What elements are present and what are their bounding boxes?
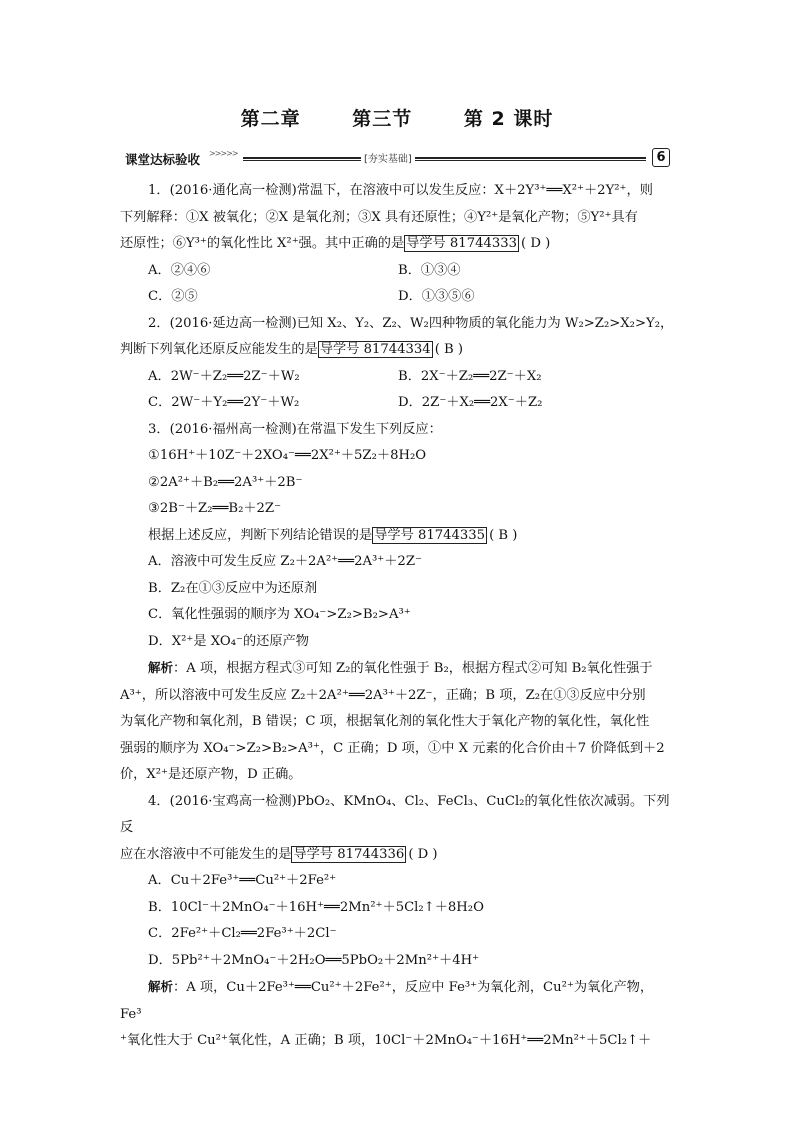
q2-options-ab xyxy=(120,364,674,391)
q1-options-ab xyxy=(120,258,674,285)
q2-option-d: D．2Z⁻＋X₂══2X⁻＋Z₂ xyxy=(398,395,543,410)
q4-answer: ( D ) xyxy=(408,846,438,862)
q3-explanation-text: ：A 项，根据方程式③可知 Z₂的氧化性强于 B₂，根据方程式②可知 B₂氧化性强于 xyxy=(173,661,653,676)
q3-option-a: A．溶液中可发生反应 Z₂＋2A²⁺══2A³⁺＋2Z⁻ xyxy=(148,554,422,569)
q4-explanation-text: ：A 项，Cu＋2Fe³⁺══Cu²⁺＋2Fe²⁺，反应中 Fe³⁺为氧化剂，Cu²⁺为氧化产物，Fe³ xyxy=(120,980,654,1022)
section-banner xyxy=(125,148,670,170)
q1-code: 导学号 81744333 xyxy=(406,236,518,251)
q3-option-b: B．Z₂在①③反应中为还原剂 xyxy=(148,580,318,596)
q3-reaction-3: ③2B⁻＋Z₂══B₂＋2Z⁻ xyxy=(148,501,282,516)
q1-option-c: C．②⑤ xyxy=(148,289,198,304)
q3-reaction-2: ②2A²⁺＋B₂══2A³⁺＋2B⁻ xyxy=(148,474,303,490)
q4-option-a: A．Cu＋2Fe³⁺══Cu²⁺＋2Fe²⁺ xyxy=(148,873,337,888)
q3-explanation-5: 价，X²⁺是还原产物，D 正确。 xyxy=(120,767,302,782)
q3-reaction-1: ①16H⁺＋10Z⁻＋2XO₄⁻══2X²⁺＋5Z₂＋8H₂O xyxy=(148,448,427,463)
page-title xyxy=(0,104,794,131)
q4-code: 导学号 81744336 xyxy=(293,846,405,862)
q3-line2 xyxy=(120,523,674,550)
q1-stem-end: 还原性；⑥Y³⁺的氧化性比 X²⁺强。其中正确的是 xyxy=(120,236,405,251)
q3-explanation-3: 为氧化产物和氧化剂，B 错误；C 项，根据氧化剂的氧化性大于氧化产物的氧化性，氧化性 xyxy=(120,714,650,729)
q2-option-b: B．2X⁻＋Z₂══2Z⁻＋X₂ xyxy=(398,368,542,384)
banner-arrows: >>>>> xyxy=(209,149,238,158)
banner-rule xyxy=(243,157,646,159)
q3-stem-end: 根据上述反应，判断下列结论错误的是 xyxy=(148,527,373,543)
q4-option-c: C．2Fe²⁺＋Cl₂══2Fe³⁺＋2Cl⁻ xyxy=(148,926,337,941)
q1-option-b: B．①③④ xyxy=(398,262,461,278)
q3-answer: ( B ) xyxy=(489,527,518,543)
lesson-title: 第 2 课时 xyxy=(463,108,554,130)
banner-label: 课堂达标验收 xyxy=(125,152,201,167)
q2-option-c: C．2W⁻＋Y₂══2Y⁻＋W₂ xyxy=(148,395,300,410)
q3-option-d: D．X²⁺是 XO₄⁻的还原产物 xyxy=(148,633,309,649)
q3-explanation-4: 强弱的顺序为 XO₄⁻>Z₂>B₂>A³⁺，C 正确；D 项，①中 X 元素的化合价由＋7 价降低到＋2 xyxy=(120,740,665,756)
q2-line1: 2．(2016·延边高一检测)已知 X₂、Y₂、Z₂、W₂四种物质的氧化能力为 W₂>Z₂>X₂>Y₂， xyxy=(148,315,674,331)
banner-tag: [夯实基础] xyxy=(361,150,415,165)
q3-explanation-label: 解析 xyxy=(148,660,174,675)
q3-explanation-1 xyxy=(120,655,674,683)
q1-line1: 1．(2016·通化高一检测)常温下，在溶液中可以发生反应：X＋2Y³⁺══X²⁺＋2Y²⁺，则 xyxy=(148,183,653,198)
q2-code: 导学号 81744334 xyxy=(319,342,431,357)
q1-line3 xyxy=(120,231,674,258)
chapter-title: 第二章 xyxy=(240,108,301,130)
q1-options-cd xyxy=(120,284,674,311)
q4-explanation-label: 解析 xyxy=(148,979,174,994)
q4-explanation-2: ⁺氧化性大于 Cu²⁺氧化性，A 正确；B 项，10Cl⁻＋2MnO₄⁻＋16H⁺══2Mn²⁺＋5Cl₂↑＋ xyxy=(120,1033,652,1048)
section-title: 第三节 xyxy=(352,108,413,130)
q2-option-a: A．2W⁻＋Z₂══2Z⁻＋W₂ xyxy=(148,368,300,384)
q3-code: 导学号 81744335 xyxy=(374,527,486,543)
q3-option-c: C．氧化性强弱的顺序为 XO₄⁻>Z₂>B₂>A³⁺ xyxy=(148,607,411,622)
q1-option-a: A．②④⑥ xyxy=(148,262,211,278)
q4-stem-end: 应在水溶液中不可能发生的是 xyxy=(120,846,292,862)
banner-number-badge: 6 xyxy=(652,148,670,167)
q3-line1: 3．(2016·福州高一检测)在常温下发生下列反应： xyxy=(148,421,442,437)
q4-explanation-1 xyxy=(120,974,674,1028)
q2-stem-end: 判断下列氧化还原反应能发生的是 xyxy=(120,342,318,357)
document-body xyxy=(120,178,674,1055)
q3-explanation-2: A³⁺，所以溶液中可发生反应 Z₂＋2A²⁺══2A³⁺＋2Z⁻，正确；B 项，Z₂在①③反应中分别 xyxy=(120,687,646,703)
q4-option-d: D．5Pb²⁺＋2MnO₄⁻＋2H₂O══5PbO₂＋2Mn²⁺＋4H⁺ xyxy=(148,952,480,968)
q1-line2: 下列解释：①X 被氧化；②X 是氧化剂；③X 具有还原性；④Y²⁺是氧化产物；⑤Y²⁺具有 xyxy=(120,209,638,225)
q2-options-cd xyxy=(120,390,674,417)
q4-option-b: B．10Cl⁻＋2MnO₄⁻＋16H⁺══2Mn²⁺＋5Cl₂↑＋8H₂O xyxy=(148,899,484,915)
q2-answer: ( B ) xyxy=(434,342,464,357)
q4-line2 xyxy=(120,842,674,869)
q4-line1: 4．(2016·宝鸡高一检测)PbO₂、KMnO₄、Cl₂、FeCl₃、CuCl₂的氧化性依次减弱。下列反 xyxy=(120,793,670,835)
q1-answer: ( D ) xyxy=(521,236,551,251)
q1-option-d: D．①③⑤⑥ xyxy=(398,289,475,304)
banner-rule-thin xyxy=(243,160,646,161)
q2-line2 xyxy=(120,337,674,364)
